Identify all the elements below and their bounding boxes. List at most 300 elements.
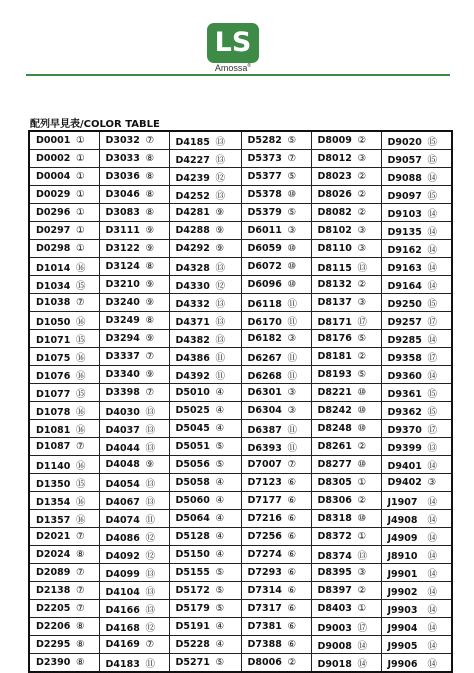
arrangement-number: ⑮	[427, 154, 438, 166]
arrangement-number: ⑩	[287, 279, 297, 290]
color-cell	[241, 330, 311, 348]
color-code: D5191	[175, 621, 210, 632]
color-cell	[29, 420, 99, 438]
color-cell	[381, 546, 452, 564]
arrangement-number: ⑦	[287, 153, 297, 164]
color-code: D1078	[36, 406, 71, 418]
color-code: D5282	[247, 135, 282, 146]
color-cell	[241, 582, 311, 600]
arrangement-number: ④	[215, 495, 225, 506]
color-table-body	[29, 131, 452, 672]
color-code: D6268	[247, 370, 282, 382]
color-code: D0002	[36, 153, 71, 164]
arrangement-number: ①	[357, 603, 367, 614]
ls-logo-badge: LS	[207, 23, 259, 63]
arrangement-number: ⑧	[76, 657, 85, 668]
color-code: D4104	[105, 586, 140, 598]
color-code: D2024	[36, 549, 71, 560]
color-code: D9257	[387, 316, 422, 328]
color-code: D6072	[247, 261, 282, 272]
brand-text: Amossa	[214, 63, 248, 73]
color-cell	[29, 438, 99, 456]
color-cell	[241, 366, 311, 384]
arrangement-number: ⑫	[145, 622, 156, 634]
color-cell	[381, 168, 452, 186]
arrangement-number: ④	[215, 477, 225, 488]
color-cell	[311, 312, 381, 330]
arrangement-number: ⑥	[287, 567, 297, 578]
color-code: D5010	[175, 387, 210, 398]
arrangement-number: ⑭	[427, 658, 438, 670]
color-code: D9018	[317, 658, 352, 670]
color-cell	[169, 186, 241, 204]
table-title: 配列早見表/COLOR TABLE	[30, 119, 160, 130]
color-cell	[311, 438, 381, 456]
color-code: D5271	[175, 657, 210, 668]
table-row	[29, 420, 452, 438]
color-cell	[29, 618, 99, 636]
color-cell	[169, 582, 241, 600]
arrangement-number: ④	[215, 423, 225, 434]
table-row	[29, 131, 452, 150]
color-code: D5025	[175, 405, 210, 416]
color-cell	[99, 186, 169, 204]
color-cell	[29, 510, 99, 528]
color-code: D9361	[387, 388, 422, 400]
color-code: D5179	[175, 603, 210, 614]
arrangement-number: ⑭	[427, 226, 438, 238]
arrangement-number: ⑭	[427, 622, 438, 634]
color-code: D8110	[317, 243, 352, 254]
color-code: D9135	[387, 226, 422, 238]
color-code: D1071	[36, 334, 71, 346]
arrangement-number: ⑦	[76, 585, 85, 596]
color-cell	[381, 131, 452, 150]
arrangement-number: ⑦	[145, 387, 155, 398]
color-cell	[169, 564, 241, 582]
color-code: D1087	[36, 441, 71, 452]
color-cell	[381, 258, 452, 276]
color-cell	[99, 402, 169, 420]
arrangement-number: ⑬	[215, 262, 226, 274]
color-cell	[169, 330, 241, 348]
arrangement-number: ⑬	[145, 586, 156, 598]
color-code: D6304	[247, 405, 282, 416]
color-cell	[311, 258, 381, 276]
arrangement-number: ⑪	[145, 514, 156, 526]
table-row	[29, 438, 452, 456]
color-cell	[99, 474, 169, 492]
color-cell	[169, 636, 241, 654]
color-code: D9285	[387, 334, 422, 346]
arrangement-number: ⑮	[76, 334, 86, 346]
color-cell	[381, 654, 452, 673]
color-cell	[99, 312, 169, 330]
color-code: D4099	[105, 568, 140, 580]
color-cell	[169, 294, 241, 312]
color-code: D4330	[175, 280, 210, 292]
arrangement-number: ⑰	[427, 316, 438, 328]
color-cell	[311, 600, 381, 618]
color-code: D4054	[105, 478, 140, 490]
arrangement-number: ⑭	[427, 280, 438, 292]
color-code: D6059	[247, 243, 282, 254]
color-code: D8305	[317, 477, 352, 488]
color-code: D5378	[247, 189, 282, 200]
color-cell	[169, 600, 241, 618]
arrangement-number: ②	[357, 585, 367, 596]
color-code: D4386	[175, 352, 210, 364]
color-cell	[311, 294, 381, 312]
color-code: D1075	[36, 352, 71, 364]
color-cell	[169, 348, 241, 366]
color-code: D0004	[36, 171, 71, 182]
color-code: J9903	[387, 604, 418, 616]
color-code: D8181	[317, 351, 352, 362]
arrangement-number: ⑧	[145, 261, 155, 272]
arrangement-number: ⑭	[427, 172, 438, 184]
color-cell	[99, 492, 169, 510]
color-code: D1050	[36, 316, 71, 328]
color-cell	[99, 546, 169, 564]
color-code: D3033	[105, 153, 140, 164]
color-code: D4183	[105, 658, 140, 670]
arrangement-number: ⑧	[145, 207, 155, 218]
arrangement-number: ⑮	[76, 478, 86, 490]
color-cell	[241, 636, 311, 654]
arrangement-number: ④	[215, 621, 225, 632]
color-cell	[381, 582, 452, 600]
color-cell	[29, 654, 99, 673]
color-cell	[99, 654, 169, 673]
color-cell	[99, 420, 169, 438]
table-row	[29, 654, 452, 673]
color-code: D9103	[387, 208, 422, 220]
color-code: J9906	[387, 658, 418, 670]
arrangement-number: ⑦	[145, 135, 155, 146]
arrangement-number: ⑧	[145, 171, 155, 182]
arrangement-number: ⑮	[427, 136, 438, 148]
color-code: D8006	[247, 657, 282, 668]
arrangement-number: ⑮	[427, 388, 438, 400]
arrangement-number: ⑭	[427, 244, 438, 256]
color-cell	[29, 150, 99, 168]
color-cell	[29, 564, 99, 582]
color-code: D8102	[317, 225, 352, 236]
color-code: D9020	[387, 136, 422, 148]
arrangement-number: ⑮	[427, 190, 438, 202]
arrangement-number: ⑤	[215, 603, 225, 614]
arrangement-number: ⑰	[357, 316, 368, 328]
arrangement-number: ④	[215, 513, 225, 524]
color-cell	[311, 618, 381, 636]
arrangement-number: ⑪	[287, 370, 298, 382]
color-cell	[381, 402, 452, 420]
color-cell	[311, 420, 381, 438]
color-cell	[381, 564, 452, 582]
arrangement-number: ⑨	[145, 279, 155, 290]
color-code: D2205	[36, 603, 71, 614]
arrangement-number: ⑩	[357, 459, 367, 470]
color-cell	[311, 546, 381, 564]
color-cell	[169, 456, 241, 474]
arrangement-number: ⑦	[287, 459, 297, 470]
color-code: D1350	[36, 478, 71, 490]
color-code: J8910	[387, 550, 418, 562]
arrangement-number: ①	[357, 531, 367, 542]
color-code: D8277	[317, 459, 352, 470]
color-code: D8137	[317, 297, 352, 308]
color-cell	[99, 330, 169, 348]
color-cell	[169, 474, 241, 492]
color-cell	[29, 186, 99, 204]
color-cell	[311, 636, 381, 654]
arrangement-number: ⑬	[145, 406, 156, 418]
color-cell	[29, 600, 99, 618]
arrangement-number: ④	[215, 549, 225, 560]
table-row	[29, 294, 452, 312]
arrangement-number: ⑭	[427, 496, 438, 508]
color-cell	[311, 348, 381, 366]
color-code: D8012	[317, 153, 352, 164]
color-cell	[241, 294, 311, 312]
color-cell	[29, 330, 99, 348]
arrangement-number: ⑨	[145, 243, 155, 254]
arrangement-number: ⑯	[76, 496, 86, 508]
color-code: D9164	[387, 280, 422, 292]
color-code: D5373	[247, 153, 282, 164]
color-cell	[169, 240, 241, 258]
arrangement-number: ②	[357, 189, 367, 200]
arrangement-number: ⑮	[76, 280, 86, 292]
arrangement-number: ⑬	[145, 424, 156, 436]
table-row	[29, 312, 452, 330]
color-code: D7293	[247, 567, 282, 578]
color-cell	[241, 546, 311, 564]
color-code: D4169	[105, 639, 140, 650]
arrangement-number: ⑯	[76, 460, 86, 472]
color-cell	[381, 366, 452, 384]
color-code: D7216	[247, 513, 282, 524]
color-code: D4281	[175, 207, 210, 218]
color-cell	[241, 276, 311, 294]
color-cell	[99, 438, 169, 456]
color-code: D4030	[105, 406, 140, 418]
arrangement-number: ⑭	[427, 262, 438, 274]
arrangement-number: ③	[427, 477, 437, 488]
arrangement-number: ⑤	[357, 333, 367, 344]
color-code: D3210	[105, 279, 140, 290]
arrangement-number: ⑫	[145, 532, 156, 544]
color-cell	[99, 131, 169, 150]
color-cell	[169, 420, 241, 438]
color-code: D9399	[387, 442, 422, 454]
color-code: D8115	[317, 262, 352, 274]
color-code: D0029	[36, 189, 71, 200]
arrangement-number: ⑭	[357, 640, 368, 652]
arrangement-number: ⑯	[76, 316, 86, 328]
color-code: D8318	[317, 513, 352, 524]
color-cell	[311, 131, 381, 150]
arrangement-number: ⑦	[76, 441, 85, 452]
color-cell	[381, 456, 452, 474]
color-cell	[381, 420, 452, 438]
arrangement-number: ⑪	[145, 658, 156, 670]
color-code: D9163	[387, 262, 422, 274]
color-cell	[29, 348, 99, 366]
color-cell	[241, 438, 311, 456]
color-cell	[241, 384, 311, 402]
color-code: D1354	[36, 496, 71, 508]
color-cell	[29, 240, 99, 258]
color-cell	[241, 510, 311, 528]
arrangement-number: ⑯	[76, 370, 86, 382]
arrangement-number: ⑬	[215, 154, 226, 166]
arrangement-number: ⑨	[215, 225, 225, 236]
color-cell	[99, 384, 169, 402]
color-cell	[241, 420, 311, 438]
color-cell	[311, 204, 381, 222]
color-code: D4168	[105, 622, 140, 634]
arrangement-number: ③	[287, 405, 297, 416]
arrangement-number: ⑯	[76, 352, 86, 364]
arrangement-number: ④	[215, 387, 225, 398]
color-cell	[29, 131, 99, 150]
color-code: D4067	[105, 496, 140, 508]
arrangement-number: ④	[215, 531, 225, 542]
color-code: J9901	[387, 568, 418, 580]
color-cell	[311, 186, 381, 204]
arrangement-number: ②	[357, 495, 367, 506]
arrangement-number: ⑤	[215, 567, 225, 578]
color-cell	[169, 258, 241, 276]
color-cell	[169, 546, 241, 564]
color-cell	[241, 168, 311, 186]
color-code: D8132	[317, 279, 352, 290]
color-cell	[99, 258, 169, 276]
color-code: D3340	[105, 369, 140, 380]
color-code: D6118	[247, 298, 282, 310]
color-cell	[29, 492, 99, 510]
color-cell	[241, 186, 311, 204]
arrangement-number: ②	[287, 657, 297, 668]
color-cell	[311, 582, 381, 600]
color-code: D4239	[175, 172, 210, 184]
header-divider	[26, 74, 450, 76]
color-cell	[169, 492, 241, 510]
arrangement-number: ⑭	[357, 658, 368, 670]
arrangement-number: ①	[76, 153, 85, 164]
color-cell	[241, 240, 311, 258]
table-row	[29, 456, 452, 474]
color-code: D7177	[247, 495, 282, 506]
color-table	[28, 130, 453, 673]
arrangement-number: ③	[357, 153, 367, 164]
color-code: D4227	[175, 154, 210, 166]
color-code: D8261	[317, 441, 352, 452]
arrangement-number: ⑤	[215, 585, 225, 596]
arrangement-number: ⑥	[287, 531, 297, 542]
color-cell	[241, 222, 311, 240]
color-code: D8023	[317, 171, 352, 182]
color-code: D7388	[247, 639, 282, 650]
arrangement-number: ⑯	[76, 262, 86, 274]
color-cell	[99, 348, 169, 366]
arrangement-number: ⑬	[145, 478, 156, 490]
color-cell	[29, 546, 99, 564]
color-cell	[241, 492, 311, 510]
color-cell	[29, 582, 99, 600]
table-row	[29, 636, 452, 654]
color-code: D4086	[105, 532, 140, 544]
arrangement-number: ⑩	[357, 405, 367, 416]
color-code: D5379	[247, 207, 282, 218]
arrangement-number: ⑥	[287, 621, 297, 632]
color-cell	[381, 150, 452, 168]
color-cell	[311, 330, 381, 348]
arrangement-number: ⑩	[287, 189, 297, 200]
arrangement-number: ③	[287, 225, 297, 236]
color-code: D2089	[36, 567, 71, 578]
arrangement-number: ⑯	[76, 514, 86, 526]
table-row	[29, 168, 452, 186]
color-cell	[29, 258, 99, 276]
color-cell	[99, 600, 169, 618]
color-cell	[381, 618, 452, 636]
color-code: D6301	[247, 387, 282, 398]
color-cell	[169, 131, 241, 150]
table-row	[29, 564, 452, 582]
color-code: D7123	[247, 477, 282, 488]
color-code: D6170	[247, 316, 282, 328]
color-cell	[311, 492, 381, 510]
color-code: D3046	[105, 189, 140, 200]
color-cell	[311, 564, 381, 582]
arrangement-number: ⑭	[427, 604, 438, 616]
color-cell	[381, 510, 452, 528]
color-cell	[169, 204, 241, 222]
arrangement-number: ⑤	[287, 171, 297, 182]
color-code: D7274	[247, 549, 282, 560]
color-code: J9904	[387, 622, 418, 634]
color-code: D8306	[317, 495, 352, 506]
arrangement-number: ⑭	[427, 532, 438, 544]
arrangement-number: ②	[357, 135, 367, 146]
color-cell	[311, 474, 381, 492]
color-cell	[381, 438, 452, 456]
arrangement-number: ⑩	[357, 423, 367, 434]
arrangement-number: ⑦	[76, 297, 85, 308]
arrangement-number: ③	[357, 225, 367, 236]
arrangement-number: ⑪	[287, 316, 298, 328]
arrangement-number: ⑧	[145, 315, 155, 326]
arrangement-number: ⑨	[145, 459, 155, 470]
color-code: D3083	[105, 207, 140, 218]
arrangement-number: ⑬	[145, 604, 156, 616]
arrangement-number: ②	[357, 351, 367, 362]
arrangement-number: ⑰	[357, 622, 368, 634]
arrangement-number: ⑯	[76, 424, 86, 436]
color-code: D4332	[175, 298, 210, 310]
color-cell	[381, 204, 452, 222]
color-cell	[311, 654, 381, 673]
color-cell	[169, 654, 241, 673]
arrangement-number: ⑧	[76, 639, 85, 650]
arrangement-number: ①	[76, 243, 85, 254]
color-code: D5058	[175, 477, 210, 488]
color-code: D8403	[317, 603, 352, 614]
color-cell	[381, 474, 452, 492]
